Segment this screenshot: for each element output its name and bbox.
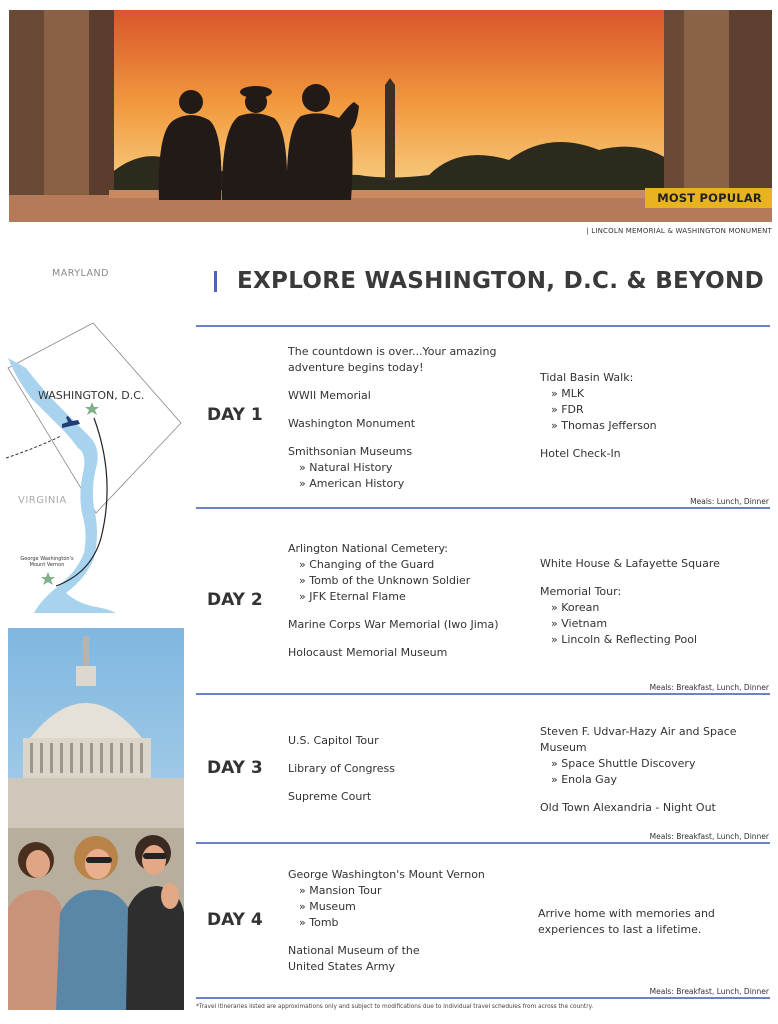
- dc-area-map: [6, 318, 186, 618]
- map-label-maryland: MARYLAND: [52, 268, 109, 279]
- sub-activity: » Natural History: [288, 460, 513, 476]
- divider: [196, 325, 770, 327]
- day-label: DAY 4: [207, 910, 263, 930]
- activity: George Washington's Mount Vernon: [288, 868, 485, 881]
- sub-activity: » Space Shuttle Discovery: [540, 756, 755, 772]
- activity: National Museum of the United States Army: [288, 944, 420, 973]
- activity: Supreme Court: [288, 790, 372, 803]
- sub-activity: » Museum: [288, 899, 488, 915]
- hero-photo: [9, 10, 772, 222]
- footnote: *Travel itineraries listed are approximations only and subject to modifications due to individual travel schedules from across the country.: [196, 1004, 594, 1010]
- day2-left-column: [288, 541, 513, 661]
- meals-info: Meals: Breakfast, Lunch, Dinner: [649, 683, 769, 692]
- page-title: EXPLORE WASHINGTON, D.C. & BEYOND: [237, 268, 764, 294]
- meals-info: Meals: Breakfast, Lunch, Dinner: [649, 832, 769, 841]
- day3-left-column: [288, 733, 513, 805]
- activity: Library of Congress: [288, 762, 395, 775]
- divider: [196, 997, 770, 999]
- dc-star-icon: [85, 402, 99, 415]
- sub-activity: » Korean: [540, 600, 765, 616]
- day3-right-column: [540, 724, 755, 816]
- activity: Marine Corps War Memorial (Iwo Jima): [288, 618, 499, 631]
- day4-left-column: [288, 867, 488, 975]
- map-label-virginia: VIRGINIA: [18, 495, 67, 506]
- day1-left-column: [288, 344, 513, 492]
- activity: U.S. Capitol Tour: [288, 734, 379, 747]
- sub-activity: » JFK Eternal Flame: [288, 589, 513, 605]
- sub-activity: » Lincoln & Reflecting Pool: [540, 632, 765, 648]
- sub-activity: » Tomb: [288, 915, 488, 931]
- capitol-photo: [8, 628, 184, 1010]
- sub-activity: » MLK: [540, 386, 765, 402]
- photo-caption: | LINCOLN MEMORIAL & WASHINGTON MONUMENT: [586, 227, 772, 235]
- sub-activity: » Vietnam: [540, 616, 765, 632]
- activity: Holocaust Memorial Museum: [288, 646, 448, 659]
- sub-activity: » Mansion Tour: [288, 883, 488, 899]
- activity: The countdown is over...Your amazing adventure begins today!: [288, 345, 497, 374]
- most-popular-badge: MOST POPULAR: [645, 188, 772, 208]
- activity: White House & Lafayette Square: [540, 557, 720, 570]
- divider: [196, 507, 770, 509]
- activity: Hotel Check-In: [540, 447, 621, 460]
- capitol-illustration: [8, 628, 184, 1010]
- day-label: DAY 3: [207, 758, 263, 778]
- sub-activity: » Tomb of the Unknown Soldier: [288, 573, 513, 589]
- sub-activity: » FDR: [540, 402, 765, 418]
- day1-right-column: [540, 370, 765, 462]
- mount-vernon-star-icon: [41, 572, 55, 585]
- day4-right-column: [538, 906, 738, 938]
- activity: Steven F. Udvar-Hazy Air and Space Museum: [540, 725, 737, 754]
- divider: [196, 842, 770, 844]
- map-label-mount-vernon: George Washington's Mount Vernon: [20, 556, 74, 568]
- map-label-dc: WASHINGTON, D.C.: [38, 389, 145, 402]
- activity: Washington Monument: [288, 417, 416, 430]
- sub-activity: » Changing of the Guard: [288, 557, 513, 573]
- meals-info: Meals: Lunch, Dinner: [690, 497, 769, 506]
- day-label: DAY 1: [207, 405, 263, 425]
- activity: Tidal Basin Walk:: [540, 371, 634, 384]
- activity: Old Town Alexandria - Night Out: [540, 801, 716, 814]
- activity: Smithsonian Museums: [288, 445, 413, 458]
- sub-activity: » Thomas Jefferson: [540, 418, 765, 434]
- sub-activity: » American History: [288, 476, 513, 492]
- divider: [196, 693, 770, 695]
- activity: Memorial Tour:: [540, 585, 622, 598]
- day2-right-column: [540, 556, 765, 648]
- day-label: DAY 2: [207, 590, 263, 610]
- activity: Arlington National Cemetery:: [288, 542, 448, 555]
- activity: Arrive home with memories and experiences to last a lifetime.: [538, 907, 715, 936]
- title-accent-bar: [214, 271, 217, 292]
- sub-activity: » Enola Gay: [540, 772, 755, 788]
- meals-info: Meals: Breakfast, Lunch, Dinner: [649, 987, 769, 996]
- activity: WWII Memorial: [288, 389, 371, 402]
